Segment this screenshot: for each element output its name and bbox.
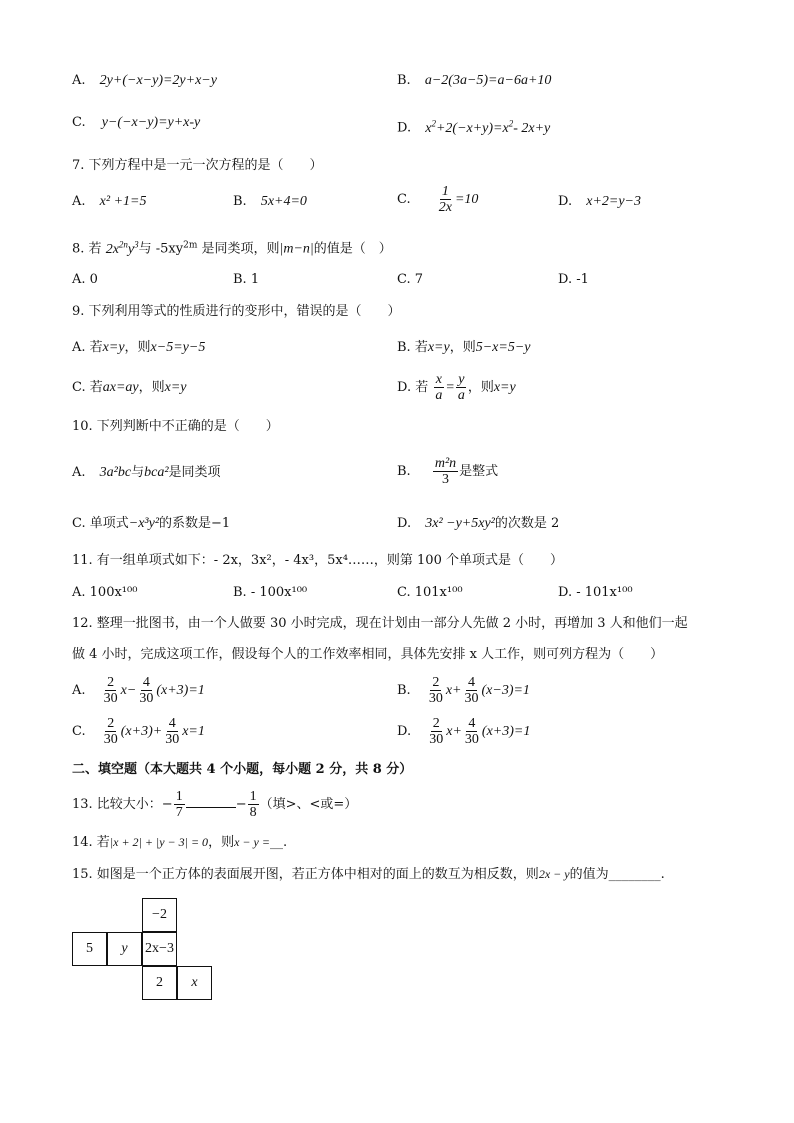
net-cell-left1: 5 <box>72 932 107 966</box>
q15-stem: 15. 如图是一个正方体的表面展开图，若正方体中相对的面上的数互为相反数，则 <box>72 867 539 882</box>
numerator: 2 <box>107 716 115 731</box>
option-letter: D. <box>397 120 412 136</box>
q9-c-res: x=y <box>164 380 187 395</box>
q13-frac2 <box>248 789 259 820</box>
option-letter: C. <box>72 724 86 739</box>
q12-option-d <box>397 715 530 749</box>
numerator: 1 <box>175 789 183 804</box>
numerator: 2 <box>432 716 440 731</box>
net-cell-center: 2x−3 <box>142 932 177 966</box>
q6-option-a <box>72 71 217 91</box>
q10-b-frac <box>433 456 458 487</box>
q7-option-a <box>72 192 146 212</box>
q9-a-mid: ，则 <box>124 340 151 355</box>
q9-a-pre: A. 若 <box>72 340 103 355</box>
numerator: 1 <box>249 789 257 804</box>
net-cell-top: −2 <box>142 898 177 932</box>
q12-option-b <box>397 674 530 708</box>
denominator: 30 <box>103 691 118 706</box>
q12-option-a <box>72 674 205 708</box>
q8-pre: 8. 若 <box>72 241 102 257</box>
q8-option-a: A. 0 <box>72 272 98 287</box>
q7-option-d <box>558 192 641 212</box>
q7-c-fraction <box>437 184 454 215</box>
option-letter: A. <box>72 73 86 88</box>
q13-frac1 <box>174 789 185 820</box>
option-letter: C. <box>397 192 411 207</box>
q9-d-frac1 <box>433 372 444 403</box>
t1-tail-sup: 3 <box>134 239 139 249</box>
q12-d-t1: x+ <box>446 724 462 739</box>
q9-option-b <box>397 338 531 358</box>
q7-d-expression: x+2=y−3 <box>586 194 642 209</box>
q14 <box>72 832 287 853</box>
option-letter: C. <box>72 115 86 130</box>
q8-abs: |m−n| <box>279 241 314 257</box>
d-end: - 2x+y <box>513 120 551 136</box>
frac <box>463 675 481 706</box>
q14-mid: ，则 <box>208 835 235 850</box>
denominator: 8 <box>249 805 257 820</box>
q10-option-c <box>72 514 230 534</box>
q12-d-t2: (x+3)=1 <box>481 724 531 739</box>
option-letter: B. <box>233 194 247 209</box>
numerator: 4 <box>168 716 176 731</box>
q12-c-t2: x=1 <box>182 724 205 739</box>
numerator: y <box>458 372 465 387</box>
t1-sup: 2n <box>118 239 128 249</box>
q8-end: 的值是（ ） <box>313 241 392 257</box>
q12-line1: 12. 整理一批图书，由一个人做要 30 小时完成，现在计划由一部分人先做 2 小时，再增加 3 人和他们一起 <box>72 616 688 631</box>
q7-option-b <box>233 192 307 212</box>
q15-end: 的值为________. <box>569 867 665 882</box>
q11-option-a: A. 100x¹⁰⁰ <box>72 585 138 600</box>
q11-option-c: C. 101x¹⁰⁰ <box>397 585 463 600</box>
frac <box>163 716 181 747</box>
net-cell-left2: y <box>107 932 142 966</box>
q10-d-pre: D. <box>397 516 412 531</box>
frac <box>463 716 481 747</box>
q9-c-mid: ，则 <box>138 380 165 395</box>
q6-option-d <box>397 113 550 139</box>
t1: 2x <box>105 241 119 257</box>
q11-option-b: B. - 100x¹⁰⁰ <box>233 585 308 600</box>
q12-b-t1: x+ <box>445 683 462 698</box>
numerator: 2 <box>107 675 115 690</box>
denominator: 30 <box>428 691 443 706</box>
denominator: 30 <box>139 691 154 706</box>
q10-a-pre: A. <box>72 465 86 480</box>
q8-option-d: D. -1 <box>558 272 589 287</box>
q13 <box>72 788 357 822</box>
q11-stem: 11. 有一组单项式如下：- 2x，3x²，- 4x³，5x⁴……，则第 100 个单项式是（ ） <box>72 553 563 568</box>
q9-b-cond: x=y <box>427 340 450 355</box>
numerator: 4 <box>142 675 150 690</box>
option-letter: A. <box>72 194 86 209</box>
q7-option-c <box>397 183 478 217</box>
q12-a-t1: x− <box>120 683 137 698</box>
q6-a-expression: 2y+(−x−y)=2y+x−y <box>99 73 217 88</box>
q14-end: __. <box>269 835 288 850</box>
frac <box>427 716 445 747</box>
net-cell-bottom2: x <box>177 966 212 1000</box>
q14-cond: |x + 2| + |y − 3| = 0 <box>109 835 209 849</box>
q15 <box>72 864 665 885</box>
q9-c-pre: C. 若 <box>72 380 103 395</box>
q8-option-c: C. 7 <box>397 272 424 287</box>
q6-option-c <box>72 113 200 133</box>
q13-pre: 13. 比较大小：− <box>72 797 173 812</box>
q8-stem <box>72 234 392 260</box>
numerator: m²n <box>434 456 457 471</box>
denominator: 2x <box>438 200 452 215</box>
option-letter: B. <box>397 73 411 88</box>
denominator: 30 <box>103 732 118 747</box>
q13-end: （填>、<或=） <box>259 797 358 812</box>
q10-b-end: 是整式 <box>459 464 499 479</box>
q9-d-pre: D. 若 <box>397 380 429 395</box>
denominator: a <box>457 388 465 403</box>
sup: 2 <box>431 118 436 128</box>
numerator: 1 <box>441 184 449 199</box>
q10-d-expr: 3x² −y+5xy² <box>425 516 495 531</box>
sup: 2 <box>508 118 514 128</box>
d-post: +2(−x+y)=x <box>435 120 509 136</box>
q10-c-end: 的系数是−1 <box>159 516 231 531</box>
q9-b-mid: ，则 <box>449 340 476 355</box>
q8-mid: 与 -5xy <box>138 241 184 257</box>
q10-b-pre: B. <box>397 464 411 479</box>
numerator: x <box>435 372 442 387</box>
q10-a-mid: 与 <box>131 465 145 480</box>
q6-c-expression: y−(−x−y)=y+x-y <box>101 115 201 130</box>
frac <box>102 716 120 747</box>
q8-term1 <box>105 239 139 257</box>
q9-option-c <box>72 378 187 398</box>
q10-d-end: 的次数是 2 <box>494 516 560 531</box>
q10-a-expr1: 3a²bc <box>99 465 132 480</box>
frac <box>427 675 445 706</box>
denominator: 30 <box>464 691 479 706</box>
q9-option-d <box>397 370 516 406</box>
q9-a-res: x−5=y−5 <box>150 340 206 355</box>
q7-a-expression: x² +1=5 <box>99 194 147 209</box>
numerator: 4 <box>468 675 475 690</box>
q10-option-d <box>397 514 559 534</box>
q10-a-end: 是同类项 <box>168 465 221 480</box>
option-letter: D. <box>558 194 573 209</box>
q9-a-cond: x=y <box>102 340 125 355</box>
frac <box>102 675 120 706</box>
t2-sup: 2m <box>183 240 198 251</box>
q10-c-expr: −x³y² <box>128 516 160 531</box>
cube-net <box>72 898 212 1002</box>
q15-expr: 2x − y <box>538 867 570 881</box>
q7-c-rest: =10 <box>454 192 479 207</box>
q12-a-t2: (x+3)=1 <box>156 683 205 698</box>
numerator: 2 <box>432 675 440 690</box>
q10-stem: 10. 下列判断中不正确的是（ ） <box>72 419 279 434</box>
option-letter: B. <box>397 683 411 698</box>
q14-pre: 14. 若 <box>72 835 110 850</box>
q12-option-c <box>72 715 205 749</box>
denominator: 30 <box>165 732 180 747</box>
option-letter: A. <box>72 683 86 698</box>
q12-b-t2: (x−3)=1 <box>481 683 530 698</box>
answer-blank[interactable] <box>186 807 236 808</box>
q9-option-a <box>72 338 205 358</box>
numerator: 4 <box>468 716 476 731</box>
q10-a-expr2: bca² <box>144 465 169 480</box>
q6-d-expression <box>425 118 551 136</box>
q8-stem-mid: 是同类项，则 <box>197 241 280 257</box>
q13-mid: − <box>235 797 247 812</box>
q7-stem: 7. 下列方程中是一元一次方程的是（ ） <box>72 158 323 173</box>
denominator: 7 <box>175 805 183 820</box>
q9-d-res: x=y <box>493 380 516 395</box>
q9-b-res: 5−x=5−y <box>475 340 531 355</box>
q6-b-expression: a−2(3a−5)=a−6a+10 <box>424 73 552 88</box>
q10-option-a <box>72 463 221 483</box>
q8-option-b: B. 1 <box>233 272 260 287</box>
q12-c-t1: (x+3)+ <box>120 724 163 739</box>
q9-d-frac2 <box>456 372 467 403</box>
frac <box>137 675 155 706</box>
option-letter: D. <box>397 724 412 739</box>
q9-d-eq: = <box>445 380 455 395</box>
d-pre: x <box>425 120 432 136</box>
section-title: 二、填空题（本大题共 4 个小题，每小题 2 分，共 8 分） <box>72 762 413 777</box>
net-cell-bottom1: 2 <box>142 966 177 1000</box>
q7-b-expression: 5x+4=0 <box>260 194 307 209</box>
denominator: a <box>435 388 443 403</box>
q6-option-b <box>397 71 551 91</box>
q11-option-d: D. - 101x¹⁰⁰ <box>558 585 633 600</box>
denominator: 30 <box>464 732 479 747</box>
q9-d-mid: ，则 <box>467 380 494 395</box>
q10-option-b <box>397 452 498 492</box>
q9-c-cond: ax=ay <box>102 380 139 395</box>
q10-c-pre: C. 单项式 <box>72 516 129 531</box>
q9-stem: 9. 下列利用等式的性质进行的变形中，错误的是（ ） <box>72 304 401 319</box>
denominator: 3 <box>441 472 449 487</box>
t1-tail: y <box>127 241 135 257</box>
q12-line2: 做 4 小时，完成这项工作，假设每个人的工作效率相同，具体先安排 x 人工作，则可列方程为（ ） <box>72 647 664 662</box>
q14-expr: x − y = <box>234 835 270 849</box>
denominator: 30 <box>429 732 444 747</box>
q9-b-pre: B. 若 <box>397 340 428 355</box>
